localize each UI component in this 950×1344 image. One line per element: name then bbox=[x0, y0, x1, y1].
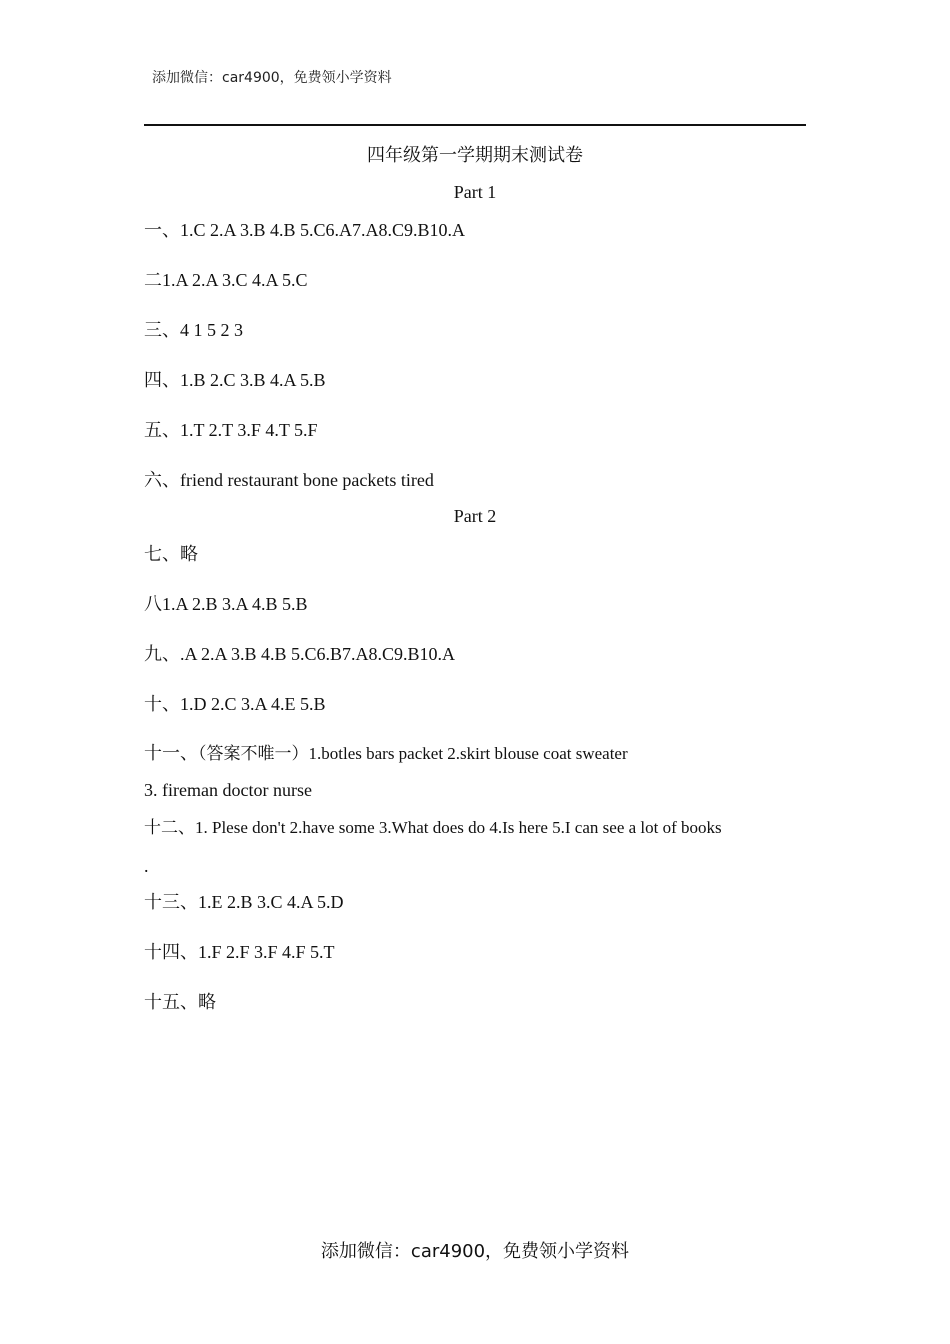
question-number: 四、 bbox=[144, 370, 180, 391]
answer-text: 1.C 2.A 3.B 4.B 5.C6.A7.A8.C9.B10.A bbox=[180, 220, 466, 240]
answer-line-2 bbox=[144, 268, 808, 293]
question-number: 十一、 bbox=[144, 743, 198, 764]
question-number: 十三、 bbox=[144, 892, 198, 913]
answer-line-3 bbox=[144, 318, 808, 343]
answer-text: .A 2.A 3.B 4.B 5.C6.B7.A8.C9.B10.A bbox=[180, 644, 456, 664]
answer-line-5 bbox=[144, 418, 808, 443]
answer-line-7 bbox=[144, 542, 808, 567]
answer-text: 1.A 2.B 3.A 4.B 5.B bbox=[162, 594, 308, 614]
answer-text: 4 1 5 2 3 bbox=[180, 320, 243, 340]
question-number: 六、 bbox=[144, 470, 180, 491]
question-number: 八 bbox=[144, 594, 162, 615]
question-number: 九、 bbox=[144, 644, 180, 665]
answer-text: 1.E 2.B 3.C 4.A 5.D bbox=[198, 892, 344, 912]
page-title: 四年级第一学期期末测试卷 bbox=[367, 145, 583, 166]
answer-text: （答案不唯一）1.botles bars packet 2.skirt blouse coat sweater bbox=[198, 744, 628, 763]
header-divider bbox=[144, 124, 806, 126]
answer-text: . bbox=[144, 856, 149, 876]
question-number: 十四、 bbox=[144, 942, 198, 963]
answer-text: 1.F 2.F 3.F 4.F 5.T bbox=[198, 942, 335, 962]
answer-line-11 bbox=[144, 742, 808, 766]
answer-line-13 bbox=[144, 890, 808, 915]
answer-line-4 bbox=[144, 368, 808, 393]
part-1-heading: Part 1 bbox=[453, 182, 497, 202]
question-number: 一、 bbox=[144, 220, 180, 241]
question-number: 七、 bbox=[144, 544, 180, 565]
answer-line-11-continued bbox=[144, 778, 808, 803]
header-watermark-note: 添加微信：car4900，免费领小学资料 bbox=[152, 70, 392, 86]
answer-text: 1.D 2.C 3.A 4.E 5.B bbox=[180, 694, 326, 714]
question-number: 十二、 bbox=[144, 818, 195, 838]
answer-line-15 bbox=[144, 990, 808, 1015]
answer-line-14 bbox=[144, 940, 808, 965]
answer-text: 1.B 2.C 3.B 4.A 5.B bbox=[180, 370, 326, 390]
question-number: 二 bbox=[144, 270, 162, 291]
answer-text: 略 bbox=[198, 992, 216, 1013]
answer-line-8 bbox=[144, 592, 808, 617]
answer-text: 1.T 2.T 3.F 4.T 5.F bbox=[180, 420, 318, 440]
answer-line-12 bbox=[144, 816, 808, 840]
answer-line-9 bbox=[144, 642, 808, 667]
question-number: 三、 bbox=[144, 320, 180, 341]
answer-line-1 bbox=[144, 218, 808, 243]
answer-text: friend restaurant bone packets tired bbox=[180, 470, 434, 490]
question-number: 十五、 bbox=[144, 992, 198, 1013]
answer-text: 1. Plese don't 2.have some 3.What does do 4.Is here 5.I can see a lot of books bbox=[195, 818, 722, 837]
answer-line-6 bbox=[144, 468, 808, 493]
answer-line-12-continued bbox=[144, 854, 808, 879]
answer-text: 1.A 2.A 3.C 4.A 5.C bbox=[162, 270, 308, 290]
part-2-heading: Part 2 bbox=[453, 506, 497, 526]
answer-line-10 bbox=[144, 692, 808, 717]
answer-text: 3. fireman doctor nurse bbox=[144, 780, 312, 800]
question-number: 五、 bbox=[144, 420, 180, 441]
answer-text: 略 bbox=[180, 544, 198, 565]
footer-watermark-note: 添加微信：car4900，免费领小学资料 bbox=[320, 1241, 630, 1262]
question-number: 十、 bbox=[144, 694, 180, 715]
